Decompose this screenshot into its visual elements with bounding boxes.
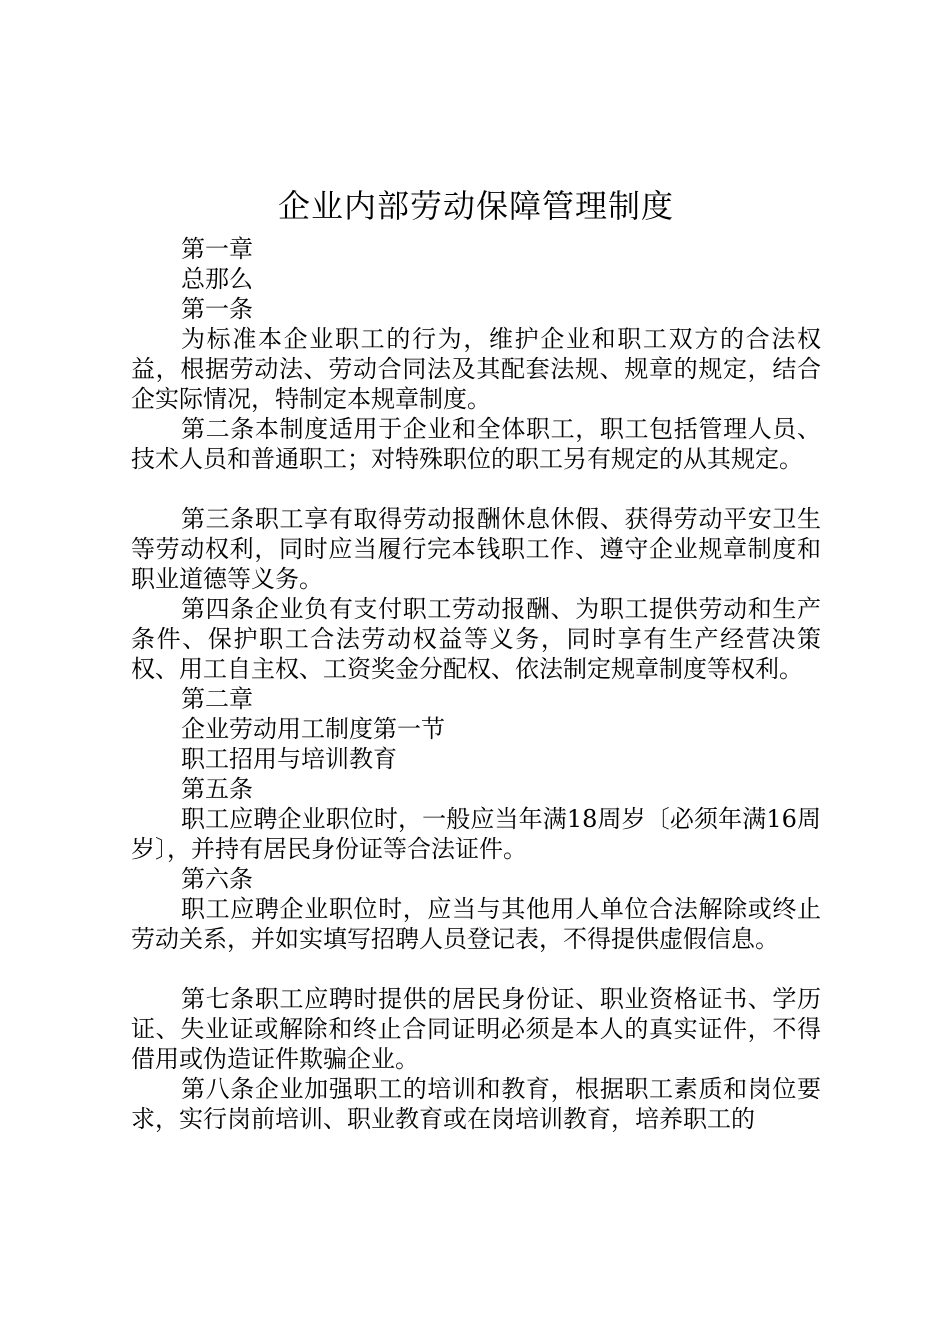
- paragraph: 第二条本制度适用于企业和全体职工，职工包括管理人员、技术人员和普通职工；对特殊职位的职工另有规定的从其规定。: [131, 415, 821, 473]
- document-title: 企业内部劳动保障管理制度: [277, 187, 674, 225]
- article-heading: 第六条: [181, 865, 253, 893]
- chapter-heading: 第一章: [181, 235, 253, 263]
- article-heading: 第一条: [181, 295, 253, 323]
- chapter-heading: 第二章: [181, 685, 253, 713]
- paragraph: 职工应聘企业职位时，应当与其他用人单位合法解除或终止劳动关系，并如实填写招聘人员登记表，不得提供虚假信息。: [131, 895, 821, 953]
- paragraph: 第七条职工应聘时提供的居民身份证、职业资格证书、学历证、失业证或解除和终止合同证明必须是本人的真实证件，不得借用或伪造证件欺骗企业。: [131, 985, 821, 1073]
- section-heading: 企业劳动用工制度第一节: [181, 715, 445, 743]
- paragraph: 第四条企业负有支付职工劳动报酬、为职工提供劳动和生产条件、保护职工合法劳动权益等义务，同时享有生产经营决策权、用工自主权、工资奖金分配权、依法制定规章制度等权利。: [131, 595, 821, 683]
- document-page: [131, 180, 821, 1134]
- paragraph: 职工应聘企业职位时，一般应当年满18周岁〔必须年满16周岁〕，并持有居民身份证等合法证件。: [131, 805, 821, 863]
- paragraph: 第三条职工享有取得劳动报酬休息休假、获得劳动平安卫生等劳动权利，同时应当履行完本钱职工作、遵守企业规章制度和职业道德等义务。: [131, 505, 821, 593]
- article-heading: 第五条: [181, 775, 253, 803]
- section-heading: 总那么: [181, 265, 253, 293]
- blank-line: [131, 474, 821, 504]
- paragraph: 为标准本企业职工的行为，维护企业和职工双方的合法权益，根据劳动法、劳动合同法及其配套法规、规章的规定，结合企实际情况，特制定本规章制度。: [131, 325, 821, 413]
- paragraph: 第八条企业加强职工的培训和教育，根据职工素质和岗位要求，实行岗前培训、职业教育或在岗培训教育，培养职工的: [131, 1075, 821, 1133]
- section-heading: 职工招用与培训教育: [181, 745, 397, 773]
- blank-line: [131, 954, 821, 984]
